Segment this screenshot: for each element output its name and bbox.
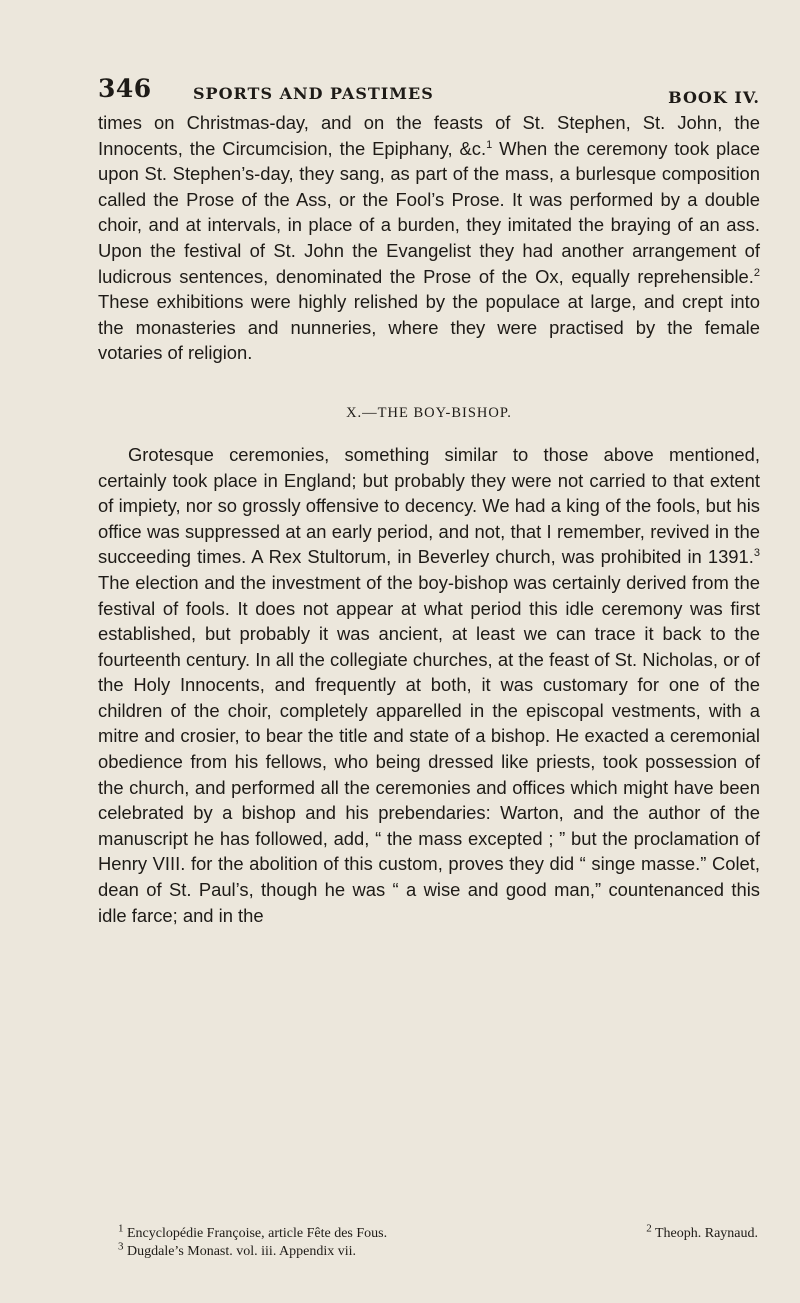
section-heading: X.—THE BOY-BISHOP. [346, 404, 512, 421]
footnote-1 [118, 1222, 388, 1243]
running-title: SPORTS AND PASTIMES [193, 84, 434, 103]
footnote-3-text: Dugdale’s Monast. vol. iii. Appendix vii. [127, 1244, 357, 1259]
paragraph-1-text-a: times on Christmas-day, and on the feasts of St. Stephen, St. John, the Innocents, the Circumcision, the Epiphany, &c. [98, 112, 760, 159]
paragraph-2-text-a: Grotesque ceremonies, something similar to those above mentioned, certainly took place in England; but probably they were not carried to that extent of impiety, nor so grossly offensive to decency. We had a king of the fools, but his office was suppressed at an early period, and not, that I remember, revived in the succeeding times. A Rex Stultorum, in Beverley church, was prohibited in 1391. [98, 443, 760, 568]
page-number: 346 [98, 74, 152, 103]
footnote-3-mark: 3 [118, 1240, 124, 1253]
paragraph-2 [98, 442, 760, 928]
footnote-row [118, 1240, 758, 1261]
footnote-3 [118, 1240, 357, 1261]
footnote-ref-3: 3 [753, 547, 760, 560]
footnote-2 [646, 1222, 758, 1243]
footnote-ref-1: 1 [486, 138, 493, 151]
footnote-1-mark: 1 [118, 1222, 124, 1235]
paragraph-1-text-b: When the ceremony took place upon St. Stephen’s-day, they sang, as part of the mass, a burlesque composition called the Prose of the Ass, or the Fool’s Prose. It was performed by a double choir, and at intervals, in place of a burden, they imitated the braying of an ass. Upon the festival of St. John the Evangelist they had another arrangement of ludicrous sentences, denominated the Prose of the Ox, equally reprehensible. [98, 137, 760, 287]
footnote-row [118, 1222, 758, 1243]
footnote-2-mark: 2 [646, 1222, 652, 1235]
footnote-ref-2: 2 [753, 266, 760, 279]
paragraph-2-text-b: The election and the investment of the boy-bishop was certainly derived from the festival of fools. It does not appear at what period this idle ceremony was first established, but probably it was ancient, at least we can trace it back to the fourteenth century. In all the collegiate churches, at the feast of St. Nicholas, or of the Holy Innocents, and frequently at both, it was customary for one of the children of the choir, completely apparelled in the episcopal vestments, with a mitre and crosier, to bear the title and state of a bishop. He exacted a ceremonial obedience from his fellows, who being dressed like priests, took possession of the church, and performed all the ceremonies and offices which might have been celebrated by a bishop and his prebendaries: Warton, and the author of the manuscript he has followed, add, “ the mass excepted ; ” but the proclamation of Henry VIII. for the abolition of this custom, proves they did “ singe masse.” Colet, dean of St. Paul’s, though he was “ a wise and good man,” countenanced this idle farce; and in the [98, 571, 760, 926]
footnote-2-text: Theoph. Raynaud. [654, 1226, 758, 1241]
paragraph-1 [98, 110, 760, 366]
page-header [98, 0, 760, 110]
book-label: BOOK IV. [668, 88, 760, 107]
footnotes [118, 1222, 758, 1261]
footnote-1-text: Encyclopédie Françoise, article Fête des Fous. [127, 1226, 388, 1241]
paragraph-1-text-c: These exhibitions were highly relished by the populace at large, and crept into the monasteries and nunneries, where they were practised by the female votaries of religion. [98, 291, 760, 364]
